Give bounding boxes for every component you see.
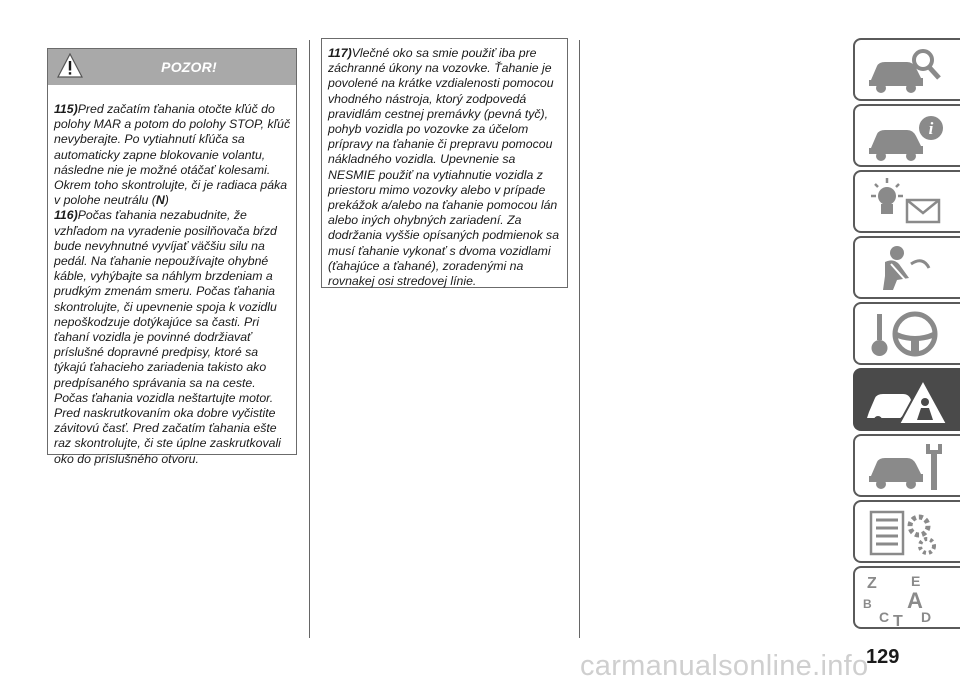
warning-box <box>47 48 297 466</box>
side-tab-car-wrench[interactable] <box>853 434 960 497</box>
svg-text:T: T <box>893 613 903 627</box>
svg-text:E: E <box>911 573 921 589</box>
alphabet-index-icon <box>863 572 953 627</box>
warning-lights-message-icon <box>863 176 953 231</box>
svg-text:C: C <box>879 609 890 625</box>
warning-item-116 <box>54 208 292 466</box>
side-tab-car-info[interactable] <box>853 104 960 167</box>
svg-text:D: D <box>921 609 932 625</box>
svg-text:A: A <box>907 588 923 613</box>
side-tab-seat-airbag[interactable] <box>853 236 960 299</box>
settings-list-icon <box>863 506 953 561</box>
car-wrench-icon <box>863 440 953 495</box>
car-magnifier-icon <box>863 44 953 99</box>
item-number: 117) <box>328 46 352 60</box>
key-steering-wheel-icon <box>863 308 953 363</box>
item-text: Vlečné oko sa smie použiť iba pre záchranné úkony na vozovke. Ťahanie je povolené na krátke vzdialenosti pomocou vhodného nástroja, ktorý zodpovedá pravidlám cestnej premávky (pevná tyč), pohyb vozidla po vozovke za účelom prípravy na ťahanie či prepravu pomocou nákladného vozidla. Upevnenie sa NESMIE použiť na vytiahnutie vozidla z priestoru mimo vozovky alebo v prípade prekážok a/alebo na ťahanie pomocou lán alebo iných ohybných zariadení. Za dodržania vyššie opísaných podmienok sa musí ťahanie vykonať s dvoma vozidlami (ťahajúce a ťahané), zoradenými na rovnakej osi stredovej línie. <box>328 46 560 289</box>
side-tab-car-magnifier[interactable] <box>853 38 960 101</box>
item-text: Počas ťahania nezabudnite, že vzhľadom na vyradenie posilňovača bŕzd bude nevyhnutné vyvíjať väčšiu silu na pedál. Na ťahanie nepoužívajte ohybné káble, vyhýbajte sa náhlym brzdeniam a prudkým zmenám smeru. Počas ťahania skontrolujte, či upevnenie spoja k vozidlu nepoškodzuje dotýkajúce sa časti. Pri ťahaní vozidla je povinné dodržiavať príslušné dopravné predpisy, ktoré sa týkajú ťahacieho zariadenia takisto ako predpísaného správania sa na ceste. Počas ťahania vozidla neštartujte motor. Pred naskrutkovaním oka dobre vyčistite závitovú časť. Pred začatím ťahania ešte raz skontrolujte, či ste úplne zaskrutkovali oko do príslušného otvoru. <box>54 208 281 466</box>
warning-item-117 <box>328 46 562 289</box>
side-tab-alphabet-index[interactable] <box>853 566 960 629</box>
item-number: 116) <box>54 208 78 223</box>
neutral-letter: N <box>155 193 165 208</box>
svg-text:Z: Z <box>867 575 877 592</box>
side-tab-warning-lights[interactable] <box>853 170 960 233</box>
item-text: Pred začatím ťahania otočte kľúč do polohy MAR a potom do polohy STOP, kľúč nevyberajte. Po vytiahnutí kľúča sa automaticky zapne blokovanie volantu, následne nie je možné otáčať kolesami. Okrem toho skontrolujte, či je radiaca páka v polohe neutrálu ( <box>54 102 291 208</box>
side-tab-car-accident[interactable] <box>853 368 960 431</box>
svg-text:B: B <box>863 597 872 611</box>
warning-header <box>48 49 296 85</box>
svg-text:i: i <box>928 119 934 138</box>
column-divider <box>579 40 580 638</box>
car-info-icon <box>863 110 953 165</box>
item-text-end: ) <box>164 193 169 208</box>
warning-box-continued <box>321 38 568 288</box>
seat-airbag-icon <box>863 242 953 297</box>
warning-title: POZOR! <box>161 59 217 75</box>
side-tab-settings-list[interactable] <box>853 500 960 563</box>
column-divider <box>309 40 310 638</box>
page-number: 129 <box>866 646 900 668</box>
watermark: carmanualsonline.info <box>580 650 869 682</box>
side-tab-key-steering[interactable] <box>853 302 960 365</box>
warning-body <box>48 85 296 467</box>
item-number: 115) <box>54 102 78 116</box>
warning-item-115 <box>54 102 292 208</box>
car-accident-warning-icon <box>863 374 953 429</box>
